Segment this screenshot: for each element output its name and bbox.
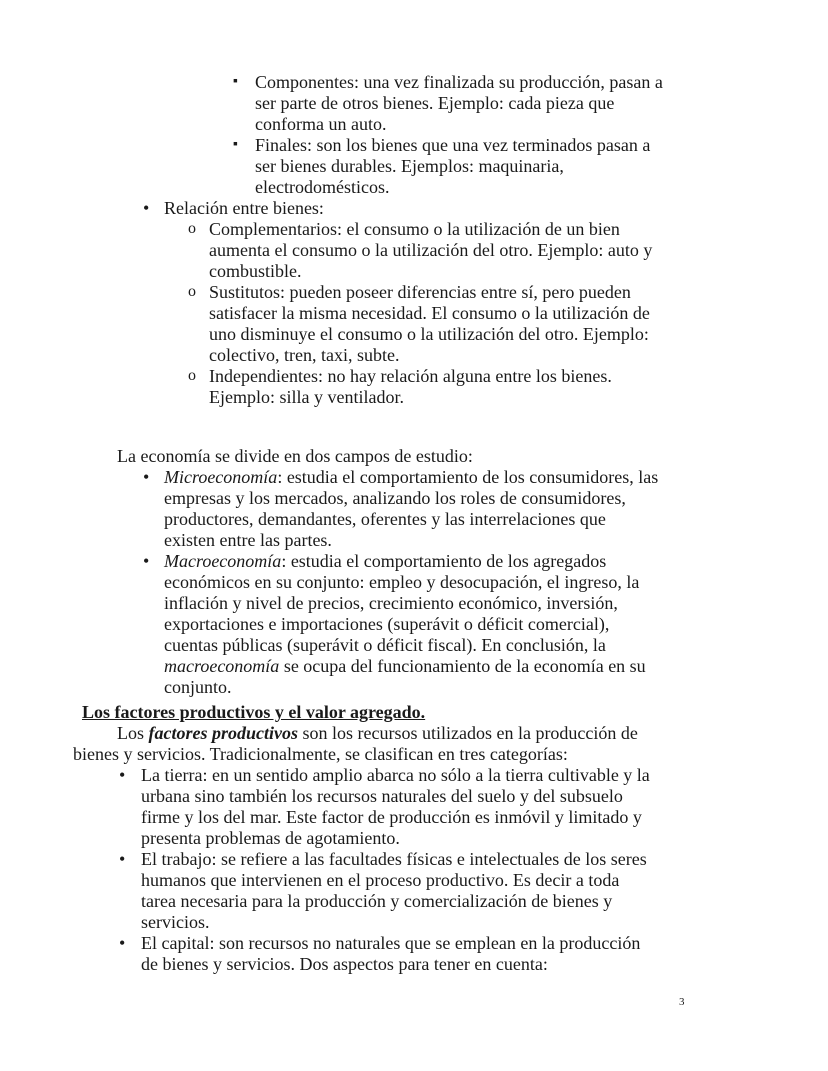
bullet-icon: • <box>143 466 150 487</box>
list-item-line: conjunto. <box>164 676 232 697</box>
list-item-line: El trabajo: se refiere a las facultades físicas e intelectuales de los seres <box>141 849 647 869</box>
list-item-line: Ejemplo: silla y ventilador. <box>209 387 404 407</box>
list-item-line: de bienes y servicios. Dos aspectos para tener en cuenta: <box>141 954 548 974</box>
list-item-line: empresas y los mercados, analizando los roles de consumidores, <box>164 487 626 508</box>
section-heading: Los factores productivos y el valor agregado. <box>82 702 426 722</box>
bullet-icon: • <box>143 198 150 218</box>
list-item-line: aumenta el consumo o la utilización del otro. Ejemplo: auto y <box>209 240 653 260</box>
paragraph-economy-intro: La economía se divide en dos campos de estudio: <box>117 445 473 466</box>
list-item-line: uno disminuye el consumo o la utilización del otro. Ejemplo: <box>209 324 649 344</box>
list-item-line: existen entre las partes. <box>164 529 332 550</box>
bullet-icon: • <box>119 849 126 869</box>
list-item-line: servicios. <box>141 912 210 932</box>
list-item-line: cuentas públicas (superávit o déficit fiscal). En conclusión, la <box>164 634 606 655</box>
list-item-relation-title: Relación entre bienes: <box>164 198 324 218</box>
list-item-line: Independientes: no hay relación alguna entre los bienes. <box>209 366 612 386</box>
list-item-line: exportaciones e importaciones (superávit o déficit comercial), <box>164 613 610 634</box>
list-item-line: Componentes: una vez finalizada su producción, pasan a <box>255 72 663 92</box>
list-item-line: La tierra: en un sentido amplio abarca no sólo a la tierra cultivable y la <box>141 765 650 785</box>
list-item-line: Finales: son los bienes que una vez terminados pasan a <box>255 135 651 155</box>
list-item-line: humanos que intervienen en el proceso productivo. Es decir a toda <box>141 870 620 890</box>
square-bullet-icon: ▪ <box>233 137 238 152</box>
list-item-line: conforma un auto. <box>255 114 387 134</box>
bullet-icon: • <box>119 933 126 953</box>
list-item-line: tarea necesaria para la producción y comercialización de bienes y <box>141 891 613 911</box>
bullet-icon: • <box>119 765 126 785</box>
bullet-icon: • <box>143 550 150 571</box>
list-item-line: electrodomésticos. <box>255 177 390 197</box>
list-item-line: macroeconomía se ocupa del funcionamiento de la economía en su <box>164 655 646 676</box>
list-item-line: presenta problemas de agotamiento. <box>141 828 400 848</box>
list-item-line: Microeconomía: estudia el comportamiento de los consumidores, las <box>164 466 659 487</box>
page-number: 3 <box>679 996 685 1008</box>
list-item-line: económicos en su conjunto: empleo y desocupación, el ingreso, la <box>164 571 640 592</box>
list-item-line: Sustitutos: pueden poseer diferencias entre sí, pero pueden <box>209 282 631 302</box>
list-item-line: colectivo, tren, taxi, subte. <box>209 345 400 365</box>
list-item-line: inflación y nivel de precios, crecimiento económico, inversión, <box>164 592 618 613</box>
paragraph-line: Los factores productivos son los recursos utilizados en la producción de <box>117 723 638 743</box>
list-item-line: combustible. <box>209 261 302 281</box>
circle-bullet-icon: o <box>188 283 196 300</box>
list-item-line: Macroeconomía: estudia el comportamiento de los agregados <box>164 550 607 571</box>
list-item-line: productores, demandantes, oferentes y las interrelaciones que <box>164 508 606 529</box>
list-item-line: urbana sino también los recursos naturales del suelo y del subsuelo <box>141 786 623 806</box>
list-item-line: satisfacer la misma necesidad. El consumo o la utilización de <box>209 303 650 323</box>
square-bullet-icon: ▪ <box>233 74 238 89</box>
list-item-line: ser bienes durables. Ejemplos: maquinaria, <box>255 156 564 176</box>
circle-bullet-icon: o <box>188 220 196 237</box>
list-item-line: El capital: son recursos no naturales que se emplean en la producción <box>141 933 641 953</box>
list-item-line: firme y los del mar. Este factor de producción es inmóvil y limitado y <box>141 807 642 827</box>
list-item-line: Complementarios: el consumo o la utilización de un bien <box>209 219 620 239</box>
paragraph-line: bienes y servicios. Tradicionalmente, se clasifican en tres categorías: <box>73 744 568 764</box>
list-item-line: ser parte de otros bienes. Ejemplo: cada pieza que <box>255 93 615 113</box>
circle-bullet-icon: o <box>188 367 196 384</box>
